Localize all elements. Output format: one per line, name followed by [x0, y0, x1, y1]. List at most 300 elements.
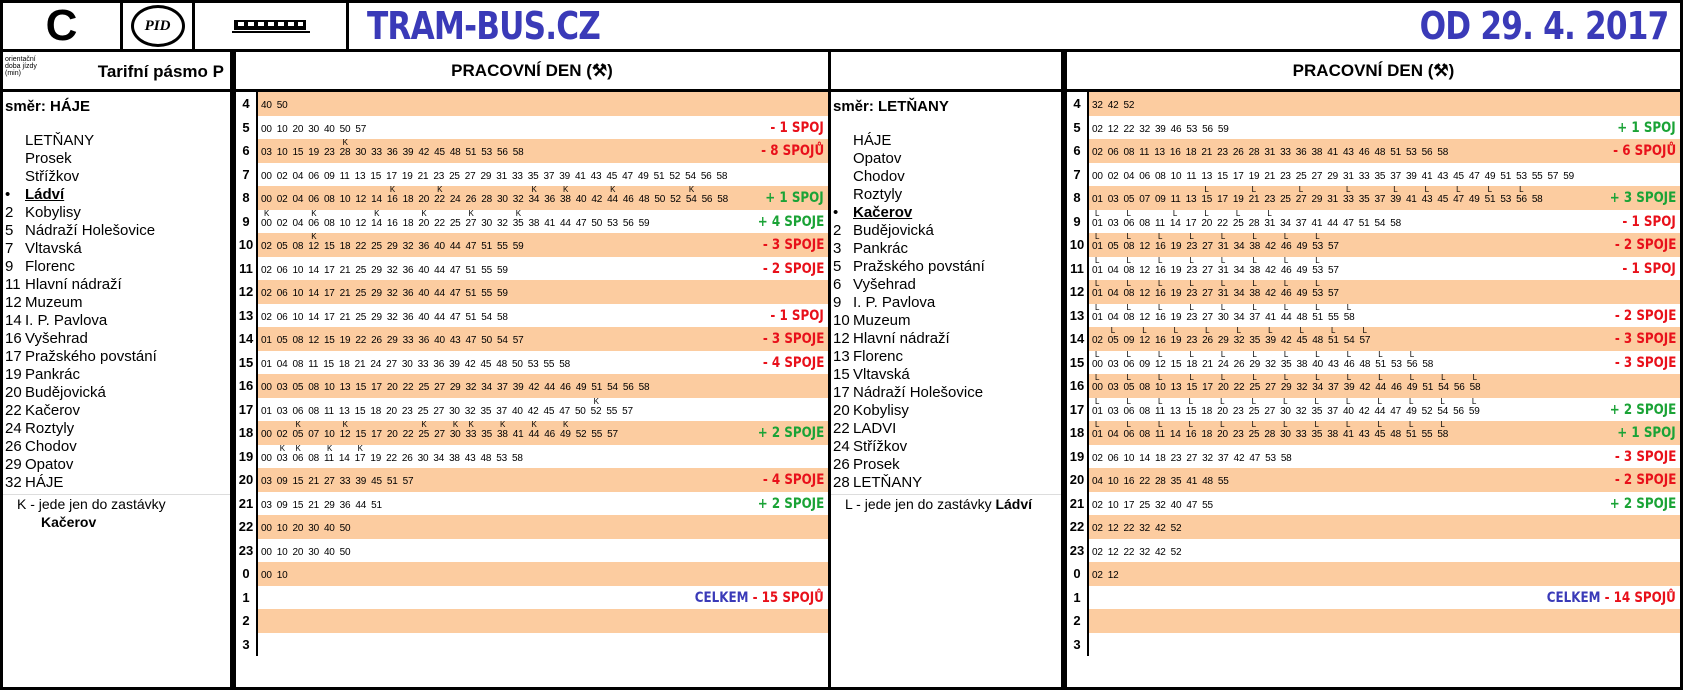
departure-minute: L 08: [1123, 241, 1134, 252]
departure-minute: 27: [323, 476, 335, 487]
stop-travel-time: 5: [833, 258, 842, 275]
departure-minute: 34: [481, 382, 493, 393]
hour-row: [1067, 116, 1680, 140]
departure-minute: 49: [575, 382, 587, 393]
departure-minute: 09: [1123, 335, 1135, 346]
departure-minute: 56: [622, 217, 634, 229]
departure-minute: L 23: [1186, 265, 1197, 276]
departure-minute: 10: [292, 288, 304, 299]
departure-minute: 15: [355, 382, 367, 393]
total-value: - 14 SPOJŮ: [1604, 589, 1676, 606]
departure-minute: 32: [1296, 382, 1308, 393]
departure-minute: L 46: [1281, 265, 1292, 276]
departure-minute: 21: [354, 358, 366, 370]
stop-travel-time: 2: [833, 222, 842, 239]
hour-row: [236, 304, 828, 328]
departure-minute: L 06: [1123, 406, 1134, 417]
departure-minute: 06: [308, 170, 319, 182]
departure-minute: 14: [371, 194, 382, 205]
departure-minute: 10: [1107, 499, 1119, 511]
departure-minute: L 23: [1186, 312, 1197, 323]
departure-minute: 12: [1139, 264, 1150, 276]
hour-label: 23: [236, 539, 258, 563]
connection-change: - 3 SPOJE: [1614, 331, 1676, 347]
departure-minute: 35: [1374, 170, 1386, 182]
departure-minute: 19: [339, 335, 351, 346]
departure-minute: 19: [1248, 170, 1260, 182]
stop-name: Chodov: [25, 438, 77, 455]
departure-minute: 02: [276, 170, 288, 182]
departure-rows: [236, 92, 828, 656]
departure-minute: 44: [559, 217, 571, 229]
departure-minute: 42: [1358, 405, 1370, 417]
footnote-line: K - jede jen do zastávky: [17, 496, 166, 512]
departure-minute: 27: [434, 429, 445, 440]
departure-minute: L 15: [1186, 382, 1197, 393]
departure-minute: 35: [527, 170, 539, 182]
stop-item: [3, 438, 230, 456]
departure-minute: L 25: [1249, 382, 1260, 393]
stop-item: [831, 312, 1061, 330]
stop-travel-time: 5: [5, 222, 14, 239]
departure-minute: 04: [292, 194, 304, 205]
hour-row: [236, 421, 828, 445]
departure-minute: 15: [323, 241, 335, 252]
departure-minute: 43: [1358, 429, 1370, 440]
departure-minute: 56: [701, 194, 713, 205]
hour-row: [236, 233, 828, 257]
departure-minute: 22: [434, 217, 445, 229]
departure-minute: 08: [292, 241, 304, 252]
minute-list: [258, 327, 828, 351]
stop-name: Nádraží Holešovice: [853, 384, 984, 401]
departure-minute: 53: [1405, 147, 1417, 158]
departure-minute: 21: [417, 170, 429, 182]
departure-minute: 39: [1154, 123, 1166, 135]
departure-minute: L 53: [1312, 265, 1323, 276]
departure-minute: 25: [1280, 194, 1291, 205]
departure-minute: L 53: [1312, 241, 1323, 252]
departure-minute: 14: [1139, 452, 1150, 464]
departure-minute: 12: [1139, 241, 1150, 252]
departure-minute: L 41: [1343, 429, 1354, 440]
departure-minute: 40: [323, 523, 335, 534]
departure-minute: L 01: [1092, 218, 1103, 229]
departure-minute: 29: [1311, 194, 1323, 205]
departure-minute: 37: [1374, 194, 1386, 205]
departure-minute: 41: [1265, 311, 1276, 323]
departure-minute: L 56: [1407, 359, 1418, 370]
stop-travel-time: 20: [5, 384, 22, 401]
departure-minute: 32: [1139, 546, 1150, 558]
departure-minute: 55: [1217, 476, 1229, 487]
departure-minute: 59: [638, 217, 650, 229]
stop-item: [3, 276, 230, 294]
hour-row: [1067, 398, 1680, 422]
stop-item: [831, 150, 1061, 168]
departure-minute: 23: [1186, 335, 1198, 346]
departure-minute: 49: [1468, 194, 1480, 205]
departure-minute: 36: [418, 241, 430, 252]
departure-minute: 22: [402, 382, 414, 393]
departure-minute: L 16: [1155, 241, 1166, 252]
departure-minute: 04: [292, 170, 304, 182]
departure-minute: 58: [512, 147, 524, 158]
stop-travel-time: 22: [5, 402, 22, 419]
departure-minute: 05: [276, 241, 288, 252]
departure-minute: 59: [497, 288, 508, 299]
departure-minute: 25: [355, 288, 367, 299]
departure-minute: 29: [386, 335, 398, 346]
departure-minute: 40: [418, 288, 430, 299]
hour-label: 14: [236, 327, 258, 351]
departure-minute: 50: [574, 405, 586, 417]
departure-minute: 51: [1358, 217, 1370, 229]
departure-minute: 41: [1327, 147, 1338, 158]
departure-minute: L 31: [1218, 265, 1229, 276]
departure-minute: 11: [308, 358, 319, 370]
hour-row: [1067, 139, 1680, 163]
departure-minute: 39: [512, 382, 524, 393]
departure-minute: 35: [481, 429, 493, 440]
connection-change: - 3 SPOJE: [762, 237, 824, 253]
departure-minute: 12: [1107, 523, 1119, 534]
connection-change: + 1 SPOJ: [765, 190, 824, 206]
departure-minute: 02: [1092, 452, 1103, 464]
departure-minute: K 05: [292, 429, 303, 440]
departure-minute: 23: [323, 147, 335, 158]
departure-minute: 09: [1139, 358, 1150, 370]
departure-minute: 33: [339, 476, 351, 487]
departure-minute: 53: [1186, 123, 1198, 135]
minute-list: [258, 421, 828, 445]
total-label: CELKEM: [694, 589, 749, 606]
departure-minute: 43: [1437, 170, 1449, 182]
departure-minute: 47: [1343, 217, 1354, 229]
departure-minute: 34: [1233, 264, 1245, 276]
departure-minute: 30: [355, 147, 367, 158]
departure-minute: 20: [292, 546, 304, 558]
departure-minute: 22: [1233, 382, 1245, 393]
departure-minute: 28: [1264, 429, 1276, 440]
departure-minute: 03: [261, 476, 272, 487]
departure-minute: 14: [308, 264, 319, 276]
departure-minute: 44: [355, 499, 367, 511]
hour-row: [1067, 280, 1680, 304]
departure-minute: 45: [371, 476, 382, 487]
hour-label: 15: [1067, 351, 1089, 375]
departure-minute: L 01: [1092, 241, 1103, 252]
minute-list: [1089, 163, 1680, 187]
hour-label: 10: [236, 233, 258, 257]
stop-name: Ládví: [25, 186, 65, 203]
departure-minute: 29: [1217, 335, 1229, 346]
departure-minute: L 05: [1123, 382, 1134, 393]
departure-minute: L 49: [1406, 406, 1417, 417]
departure-minute: 55: [481, 264, 493, 276]
valid-from: OD 29. 4. 2017: [1419, 4, 1668, 48]
departure-minute: K 14: [371, 218, 382, 229]
departure-minute: 18: [402, 217, 414, 229]
departure-minute: 42: [1265, 288, 1276, 299]
hour-row: [236, 280, 828, 304]
daily-total: [1547, 590, 1676, 606]
departure-minute: 12: [1139, 288, 1150, 299]
hour-row: [1067, 374, 1680, 398]
footnote-stop: Kačerov: [41, 514, 97, 530]
stop-travel-time: [831, 132, 853, 150]
hour-label: 11: [236, 257, 258, 281]
stop-name: HÁJE: [853, 132, 892, 149]
stop-travel-time: 20: [833, 402, 850, 419]
departure-minute: 36: [386, 147, 398, 158]
departure-minute: L 08: [1123, 265, 1134, 276]
departure-minute: 47: [465, 335, 477, 346]
connection-change: - 2 SPOJE: [1614, 307, 1676, 324]
departure-minute: K 54: [686, 194, 697, 205]
hour-row: [236, 186, 828, 210]
departure-minute: 39: [402, 147, 414, 158]
hour-row: [236, 116, 828, 140]
departure-minute: 27: [1202, 311, 1213, 323]
departure-minute: 06: [1107, 147, 1119, 158]
hour-label: 3: [236, 633, 258, 657]
departure-minute: 15: [323, 335, 335, 346]
departure-minute: L 51: [1485, 194, 1496, 205]
hour-label: 2: [236, 609, 258, 633]
footnote: [3, 494, 230, 531]
stop-item: [831, 456, 1061, 474]
departure-minute: 27: [1202, 264, 1213, 276]
departure-minute: 43: [1328, 358, 1339, 370]
stop-item: [3, 312, 230, 330]
departure-minute: L 38: [1249, 241, 1260, 252]
departure-minute: 42: [1265, 264, 1276, 276]
minute-list: [258, 374, 828, 398]
departure-minute: 45: [543, 405, 555, 417]
departure-minute: 39: [449, 358, 460, 370]
stop-travel-time: 26: [833, 456, 850, 473]
departure-minute: 08: [308, 452, 319, 464]
hour-label: 19: [236, 445, 258, 469]
departure-minute: 24: [449, 194, 461, 205]
connection-change: - 1 SPOJ: [1622, 213, 1676, 230]
departure-minute: 45: [1437, 194, 1449, 205]
departure-minute: 04: [1092, 476, 1103, 487]
departure-minute: 46: [622, 194, 634, 205]
departure-minute: 30: [308, 523, 319, 534]
departure-minute: 58: [497, 311, 508, 323]
departure-minute: 02: [1092, 499, 1103, 511]
minute-list: [258, 280, 828, 304]
stop-item: [831, 258, 1061, 276]
departure-minute: 27: [1202, 241, 1213, 252]
minute-list: [258, 398, 828, 422]
departure-minute: 00: [261, 452, 272, 464]
stop-name: Vltavská: [25, 240, 82, 257]
departure-minute: 31: [496, 170, 507, 182]
departure-minute: L 39: [1390, 194, 1401, 205]
departure-minute: L 54: [1438, 382, 1449, 393]
departure-minute: 13: [1201, 170, 1213, 182]
departure-minute: 15: [1217, 170, 1228, 182]
departure-minute: 12: [1107, 570, 1119, 581]
hour-row: [1067, 609, 1680, 633]
connection-change: + 2 SPOJE: [1609, 495, 1676, 512]
departure-minute: 59: [1563, 170, 1575, 182]
hour-label: 14: [1067, 327, 1089, 351]
departure-minute: 46: [559, 382, 571, 393]
departure-minute: 11: [1186, 170, 1197, 182]
stop-item: [831, 402, 1061, 420]
departure-minute: 55: [1531, 170, 1543, 182]
departure-minute: 55: [1202, 499, 1213, 511]
departure-minute: 32: [1139, 123, 1150, 135]
hour-row: [236, 515, 828, 539]
hour-row: [1067, 562, 1680, 586]
departure-minute: 47: [1249, 452, 1261, 464]
hour-label: 17: [236, 398, 258, 422]
stop-name: Střížkov: [25, 168, 80, 185]
hour-label: 13: [236, 304, 258, 328]
minute-list: [1089, 421, 1680, 445]
departure-minute: 00: [261, 546, 272, 558]
departure-minute: 47: [1468, 170, 1480, 182]
hour-label: 20: [1067, 468, 1089, 492]
departure-minute: 55: [1421, 429, 1433, 440]
departure-minute: 32: [1202, 452, 1213, 464]
departure-minute: K 34: [528, 194, 539, 205]
departure-minute: 00: [261, 429, 272, 440]
departure-minute: 04: [1107, 264, 1119, 276]
departure-minute: 40: [434, 241, 445, 252]
departure-minute: 51: [591, 382, 603, 393]
departure-minute: 42: [464, 358, 476, 370]
departure-minute: 38: [528, 217, 540, 229]
departure-minute: 51: [386, 476, 398, 487]
departure-minute: 02: [1107, 170, 1119, 182]
footnote-stop: Ládví: [995, 496, 1033, 512]
departure-minute: 32: [386, 311, 398, 323]
minute-list: [258, 609, 828, 633]
departure-minute: 26: [1232, 147, 1244, 158]
departure-minute: 58: [559, 358, 570, 370]
departure-minute: 20: [386, 429, 398, 440]
departure-minute: 59: [497, 264, 508, 276]
departure-minute: 05: [1123, 194, 1135, 205]
stop-name: I. P. Pavlova: [853, 294, 936, 311]
hour-label: 6: [1067, 139, 1089, 163]
departure-minute: L 44: [1374, 406, 1385, 417]
minute-list: [258, 468, 828, 492]
hour-label: 4: [1067, 92, 1089, 116]
departure-minute: 10: [276, 147, 288, 158]
minute-list: [1089, 398, 1680, 422]
departure-minute: 41: [1421, 170, 1433, 182]
departure-minute: 11: [1170, 194, 1181, 205]
departure-minute: 06: [1139, 170, 1150, 182]
departure-minute: 02: [1092, 335, 1103, 346]
departure-minute: 42: [1280, 335, 1292, 346]
departure-minute: L 31: [1218, 288, 1229, 299]
right-stops-panel: [831, 52, 1064, 690]
minute-list: [1089, 186, 1680, 210]
departure-minute: 56: [1202, 123, 1213, 135]
departure-minute: 52: [1123, 100, 1135, 111]
hour-label: 1: [1067, 586, 1089, 610]
pid-logo: [123, 3, 195, 49]
departure-minute: 58: [717, 194, 729, 205]
stop-travel-time: 29: [5, 456, 22, 473]
minute-list: [258, 233, 828, 257]
stop-item: [3, 456, 230, 474]
departure-minute: 32: [402, 241, 414, 252]
departure-minute: 53: [481, 147, 493, 158]
hour-label: 3: [1067, 633, 1089, 657]
departure-minute: L 16: [1155, 265, 1166, 276]
departure-minute: L 49: [1407, 382, 1418, 393]
departure-minute: L 30: [1218, 312, 1229, 323]
departure-minute: L 20: [1201, 218, 1212, 229]
departure-minute: 37: [1328, 382, 1339, 393]
departure-minute: 39: [559, 170, 570, 182]
hour-row: [236, 92, 828, 116]
departure-minute: L 58: [1344, 312, 1355, 323]
departure-minute: 21: [1201, 147, 1213, 158]
direction-label: směr: HÁJE: [5, 98, 91, 115]
departure-minute: 03: [276, 405, 288, 417]
departure-minute: 58: [1437, 147, 1449, 158]
departure-minute: L 35: [1312, 429, 1323, 440]
stop-travel-time: [3, 132, 25, 150]
hour-label: 22: [1067, 515, 1089, 539]
departure-minute: L 10: [1155, 382, 1166, 393]
departure-minute: 43: [449, 335, 461, 346]
departure-minute: 58: [1390, 217, 1401, 229]
departure-minute: 47: [622, 170, 633, 182]
stop-item: [831, 330, 1061, 348]
total-label: CELKEM: [1546, 589, 1601, 606]
departure-minute: 49: [1296, 264, 1308, 276]
departure-minute: L 58: [1470, 382, 1481, 393]
departure-minute: 12: [355, 217, 367, 229]
departure-minute: 48: [1202, 476, 1213, 487]
departure-minute: 58: [638, 382, 650, 393]
stop-name: LETŇANY: [25, 132, 95, 149]
departure-minute: 09: [323, 170, 335, 182]
stop-item: [3, 348, 230, 366]
departure-minute: 19: [370, 452, 382, 464]
departure-minute: 03: [1107, 405, 1119, 417]
departure-minute: 13: [1154, 147, 1165, 158]
departure-minute: 40: [418, 311, 430, 323]
departure-minute: 41: [574, 170, 586, 182]
departure-minute: 44: [449, 241, 461, 252]
minute-list: [1089, 139, 1680, 163]
stop-name: Florenc: [853, 348, 904, 365]
departure-minute: 29: [1327, 170, 1338, 182]
departure-minute: 27: [434, 382, 445, 393]
connection-change: + 1 SPOJ: [1617, 119, 1676, 136]
departure-minute: L 14: [1170, 218, 1181, 229]
departure-minute: L 06: [1123, 359, 1134, 370]
departure-minute: 13: [354, 170, 366, 182]
departure-minute: L 44: [1281, 312, 1292, 323]
departure-minute: 25: [417, 405, 429, 417]
stop-name: LETŇANY: [853, 474, 923, 491]
hour-label: 21: [236, 492, 258, 516]
departure-minute: 46: [544, 429, 555, 440]
